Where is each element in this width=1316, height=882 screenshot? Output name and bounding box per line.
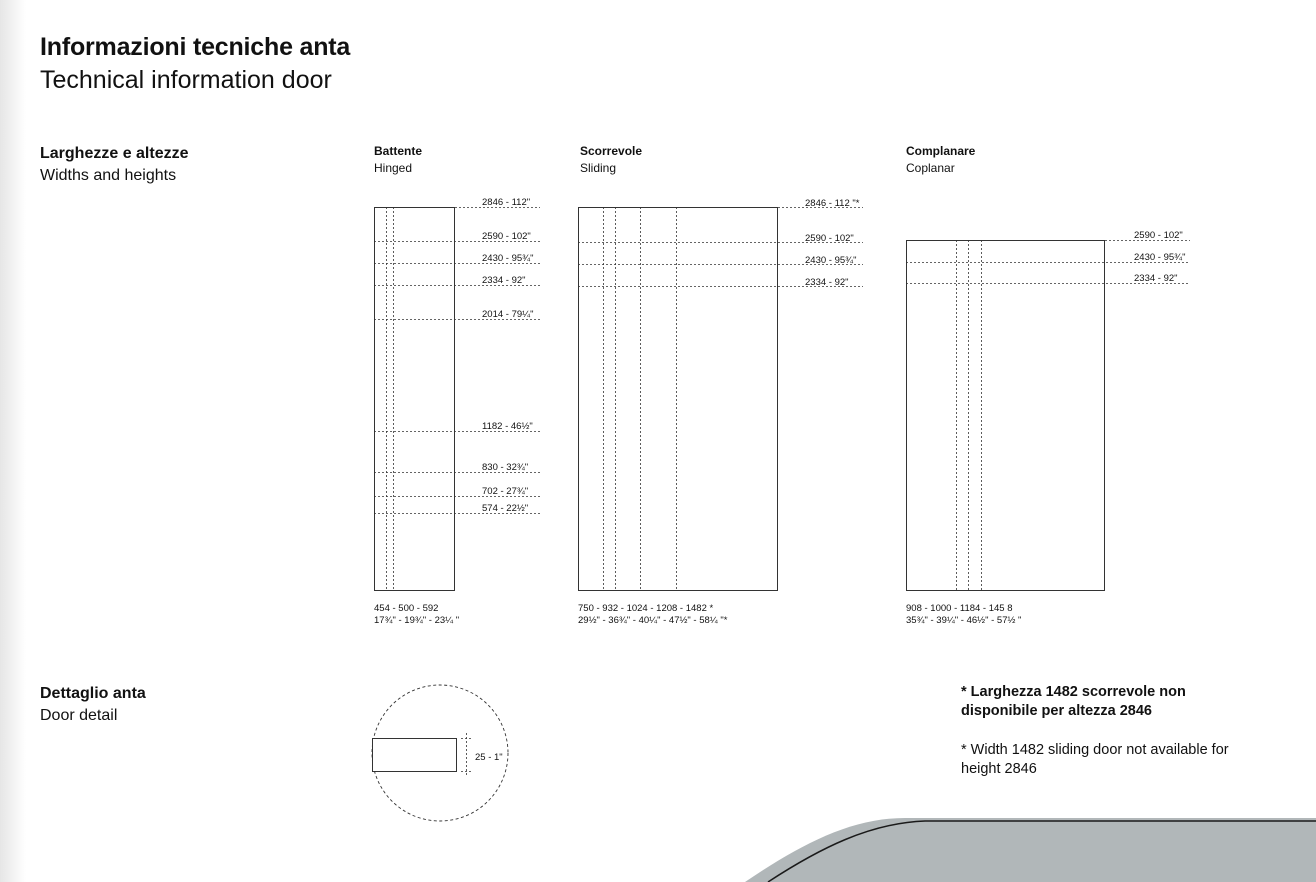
door-subtitle-hinged: Hinged [374,161,413,175]
section-title-sizes: Larghezze e altezze [40,145,189,162]
height-label-coplanar: 2590 - 102" [1134,230,1183,241]
door-drawing-coplanar [906,240,1190,591]
height-label-sliding: 2334 - 92" [805,277,849,288]
detail-thickness-label: 25 - 1" [475,752,503,763]
widths-mm-coplanar: 908 - 1000 - 1184 - 145 8 [906,603,1013,614]
height-label-hinged: 2334 - 92" [482,275,526,286]
height-label-sliding: 2846 - 112 "* [805,198,860,209]
height-label-hinged: 2846 - 112" [482,197,531,208]
page-subtitle: Technical information door [40,66,332,94]
section-subtitle-sizes: Widths and heights [40,167,177,184]
height-label-coplanar: 2334 - 92" [1134,273,1178,284]
height-label-sliding: 2430 - 95¾" [805,255,857,266]
height-label-coplanar: 2430 - 95¾" [1134,252,1186,263]
decorative-curve-shape [745,818,1316,882]
widths-in-coplanar: 35¾" - 39¼" - 46½" - 57½ " [906,615,1022,626]
door-subtitle-coplanar: Coplanar [906,161,955,175]
detail-panel-section [373,739,457,772]
page-title: Informazioni tecniche anta [40,33,351,61]
section-title-detail: Dettaglio anta [40,685,146,702]
footnote-en: * Width 1482 sliding door not available for height 2846 [961,742,1229,777]
height-label-sliding: 2590 - 102" [805,233,854,244]
section-subtitle-detail: Door detail [40,707,118,724]
height-label-hinged: 830 - 32¾" [482,462,529,473]
door-outline-coplanar [907,241,1105,591]
door-outline-sliding [579,208,778,591]
door-subtitle-sliding: Sliding [580,161,617,175]
height-label-hinged: 2014 - 79¼" [482,309,534,320]
widths-mm-hinged: 454 - 500 - 592 [374,603,439,614]
height-label-hinged: 1182 - 46½" [482,421,533,432]
height-label-hinged: 702 - 27¾" [482,486,529,497]
height-label-hinged: 574 - 22½" [482,503,529,514]
footnote-it: * Larghezza 1482 scorrevole non disponibile per altezza 2846 [961,684,1186,719]
door-title-hinged: Battente [374,144,423,158]
widths-in-hinged: 17¾" - 19¾" - 23¼ " [374,615,460,626]
door-title-coplanar: Complanare [906,144,976,158]
height-label-hinged: 2590 - 102" [482,231,531,242]
door-drawing-hinged [374,207,540,591]
widths-in-sliding: 29½" - 36¾" - 40¼" - 47½" - 58¼ "* [578,615,728,626]
widths-mm-sliding: 750 - 932 - 1024 - 1208 - 1482 * [578,603,714,614]
door-title-sliding: Scorrevole [580,144,643,158]
height-label-hinged: 2430 - 95¾" [482,253,534,264]
